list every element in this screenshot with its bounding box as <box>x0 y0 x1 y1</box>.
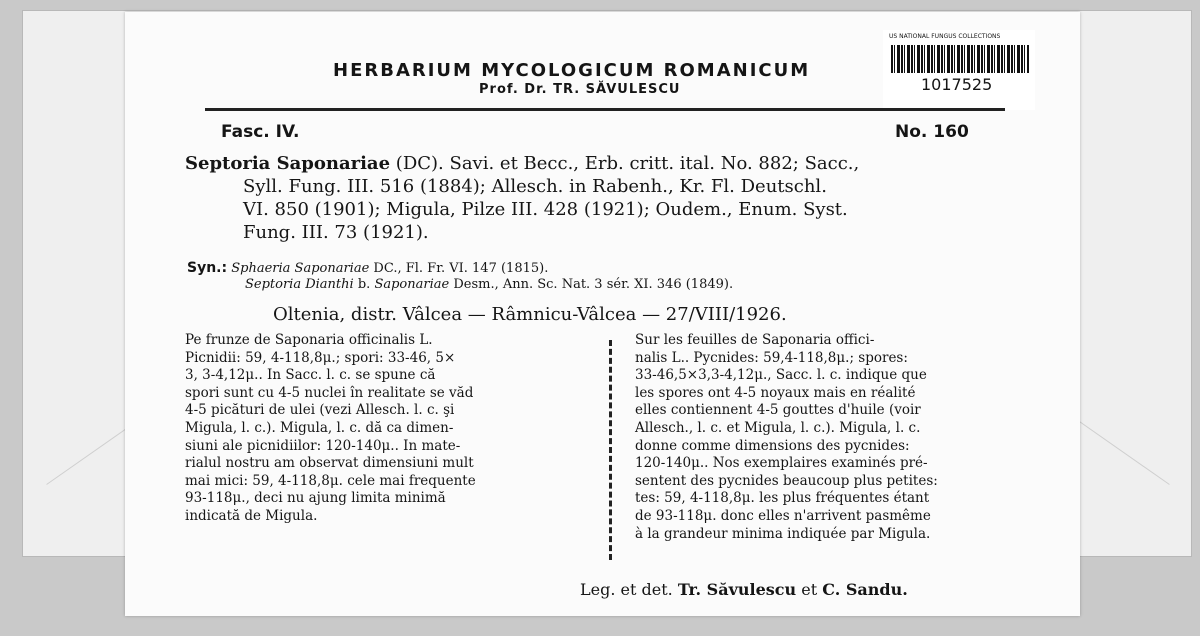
synonym-label: Syn.: <box>187 260 228 276</box>
barcode-number: 1017525 <box>921 75 993 94</box>
header-rule <box>205 108 1005 111</box>
herbarium-director: Prof. Dr. TR. SĂVULESCU <box>479 82 681 97</box>
description-ro-line: mai mici: 59, 4-118,8μ. cele mai frequente <box>185 472 476 489</box>
species-line-3: VI. 850 (1901); Migula, Pilze III. 428 (1921); Oudem., Enum. Syst. <box>243 199 848 220</box>
description-ro-line: spori sunt cu 4-5 nuclei în realitate se văd <box>185 384 474 401</box>
description-fr-line: donne comme dimensions des pycnides: <box>635 437 910 454</box>
description-fr-line: Sur les feuilles de Saponaria offici- <box>635 332 875 348</box>
exsiccata-number: No. 160 <box>895 122 969 142</box>
description-ro-line: Migula, l. c.). Migula, l. c. dă ca dimen- <box>185 419 454 436</box>
description-fr-line: nalis L.. Pycnides: 59,4-118,8μ.; spores: <box>635 349 908 366</box>
description-fr-line: 33-46,5×3,3-4,12μ., Sacc. l. c. indique que <box>635 367 927 384</box>
description-ro-line: rialul nostru am observat dimensiuni mult <box>185 455 474 472</box>
description-fr-line: Allesch., l. c. et Migula, l. c.). Migula, l. c. <box>635 419 921 436</box>
synonym-1-ref: DC., Fl. Fr. VI. 147 (1815). <box>373 261 549 276</box>
specimen-label <box>125 12 1080 616</box>
species-line-1 <box>185 152 1025 175</box>
description-ro-line: 93-118μ., deci nu ajung limita minimă <box>185 490 446 507</box>
barcode-institution: US NATIONAL FUNGUS COLLECTIONS <box>889 33 1001 40</box>
collectors-prefix: Leg. et det. <box>580 580 673 599</box>
description-fr-line: sentent des pycnides beaucoup plus petites: <box>635 472 938 489</box>
description-french <box>635 332 938 543</box>
description-fr-line: elles contiennent 4-5 gouttes d'huile (voir <box>635 402 921 419</box>
description-ro-line: indicată de Migula. <box>185 507 318 524</box>
synonym-1-name: Sphaeria Saponariae <box>231 261 370 276</box>
collectors-line <box>580 580 908 599</box>
collector-1: Tr. Săvulescu <box>677 580 797 599</box>
description-ro-line: 3, 3-4,12μ.. In Sacc. l. c. se spune că <box>185 367 436 384</box>
description-romanian <box>185 332 476 526</box>
synonym-1 <box>187 259 548 278</box>
barcode-icon <box>891 45 1029 73</box>
barcode-sticker <box>883 30 1035 110</box>
description-fr-line: de 93-118μ. donc elles n'arrivent pasmême <box>635 507 931 524</box>
description-ro-line: Picnidii: 59, 4-118,8μ.; spori: 33-46, 5× <box>185 349 456 366</box>
description-fr-line: à la grandeur minima indiquée par Migula. <box>635 525 931 542</box>
collectors-conj: et <box>801 580 818 599</box>
species-citation <box>185 152 1025 244</box>
description-fr-line: tes: 59, 4-118,8μ. les plus fréquentes étant <box>635 490 930 507</box>
species-line-4: Fung. III. 73 (1921). <box>243 222 429 243</box>
column-divider <box>609 340 612 560</box>
description-ro-line: 4-5 picături de ulei (vezi Allesch. l. c. şi <box>185 402 455 419</box>
synonym-2-ref: Desm., Ann. Sc. Nat. 3 sér. XI. 346 (1849). <box>453 277 734 292</box>
description-ro-line: siuni ale picnidiilor: 120-140μ.. In mate- <box>185 437 461 454</box>
synonym-2-mid: b. <box>357 277 371 292</box>
fascicle: Fasc. IV. <box>221 122 300 142</box>
synonym-2-var: Saponariae <box>374 277 450 292</box>
herbarium-title: HERBARIUM MYCOLOGICUM ROMANICUM <box>333 60 811 81</box>
species-name: Septoria Saponariae <box>185 153 391 174</box>
description-fr-line: les spores ont 4-5 noyaux mais en réalité <box>635 384 916 401</box>
description-ro-line: Pe frunze de Saponaria officinalis L. <box>185 332 433 348</box>
synonym-2-name: Septoria Dianthi <box>245 277 354 292</box>
collector-2: C. Sandu. <box>822 580 908 599</box>
species-line-2: Syll. Fung. III. 516 (1884); Allesch. in Rabenh., Kr. Fl. Deutschl. <box>243 176 827 197</box>
author-citation: (DC). Savi. et Becc., Erb. critt. ital. No. 882; Sacc., <box>395 153 860 174</box>
description-fr-line: 120-140μ.. Nos exemplaires examinés pré- <box>635 455 928 472</box>
synonym-2 <box>245 277 733 292</box>
locality: Oltenia, distr. Vâlcea — Râmnicu-Vâlcea — 27/VIII/1926. <box>273 304 787 325</box>
